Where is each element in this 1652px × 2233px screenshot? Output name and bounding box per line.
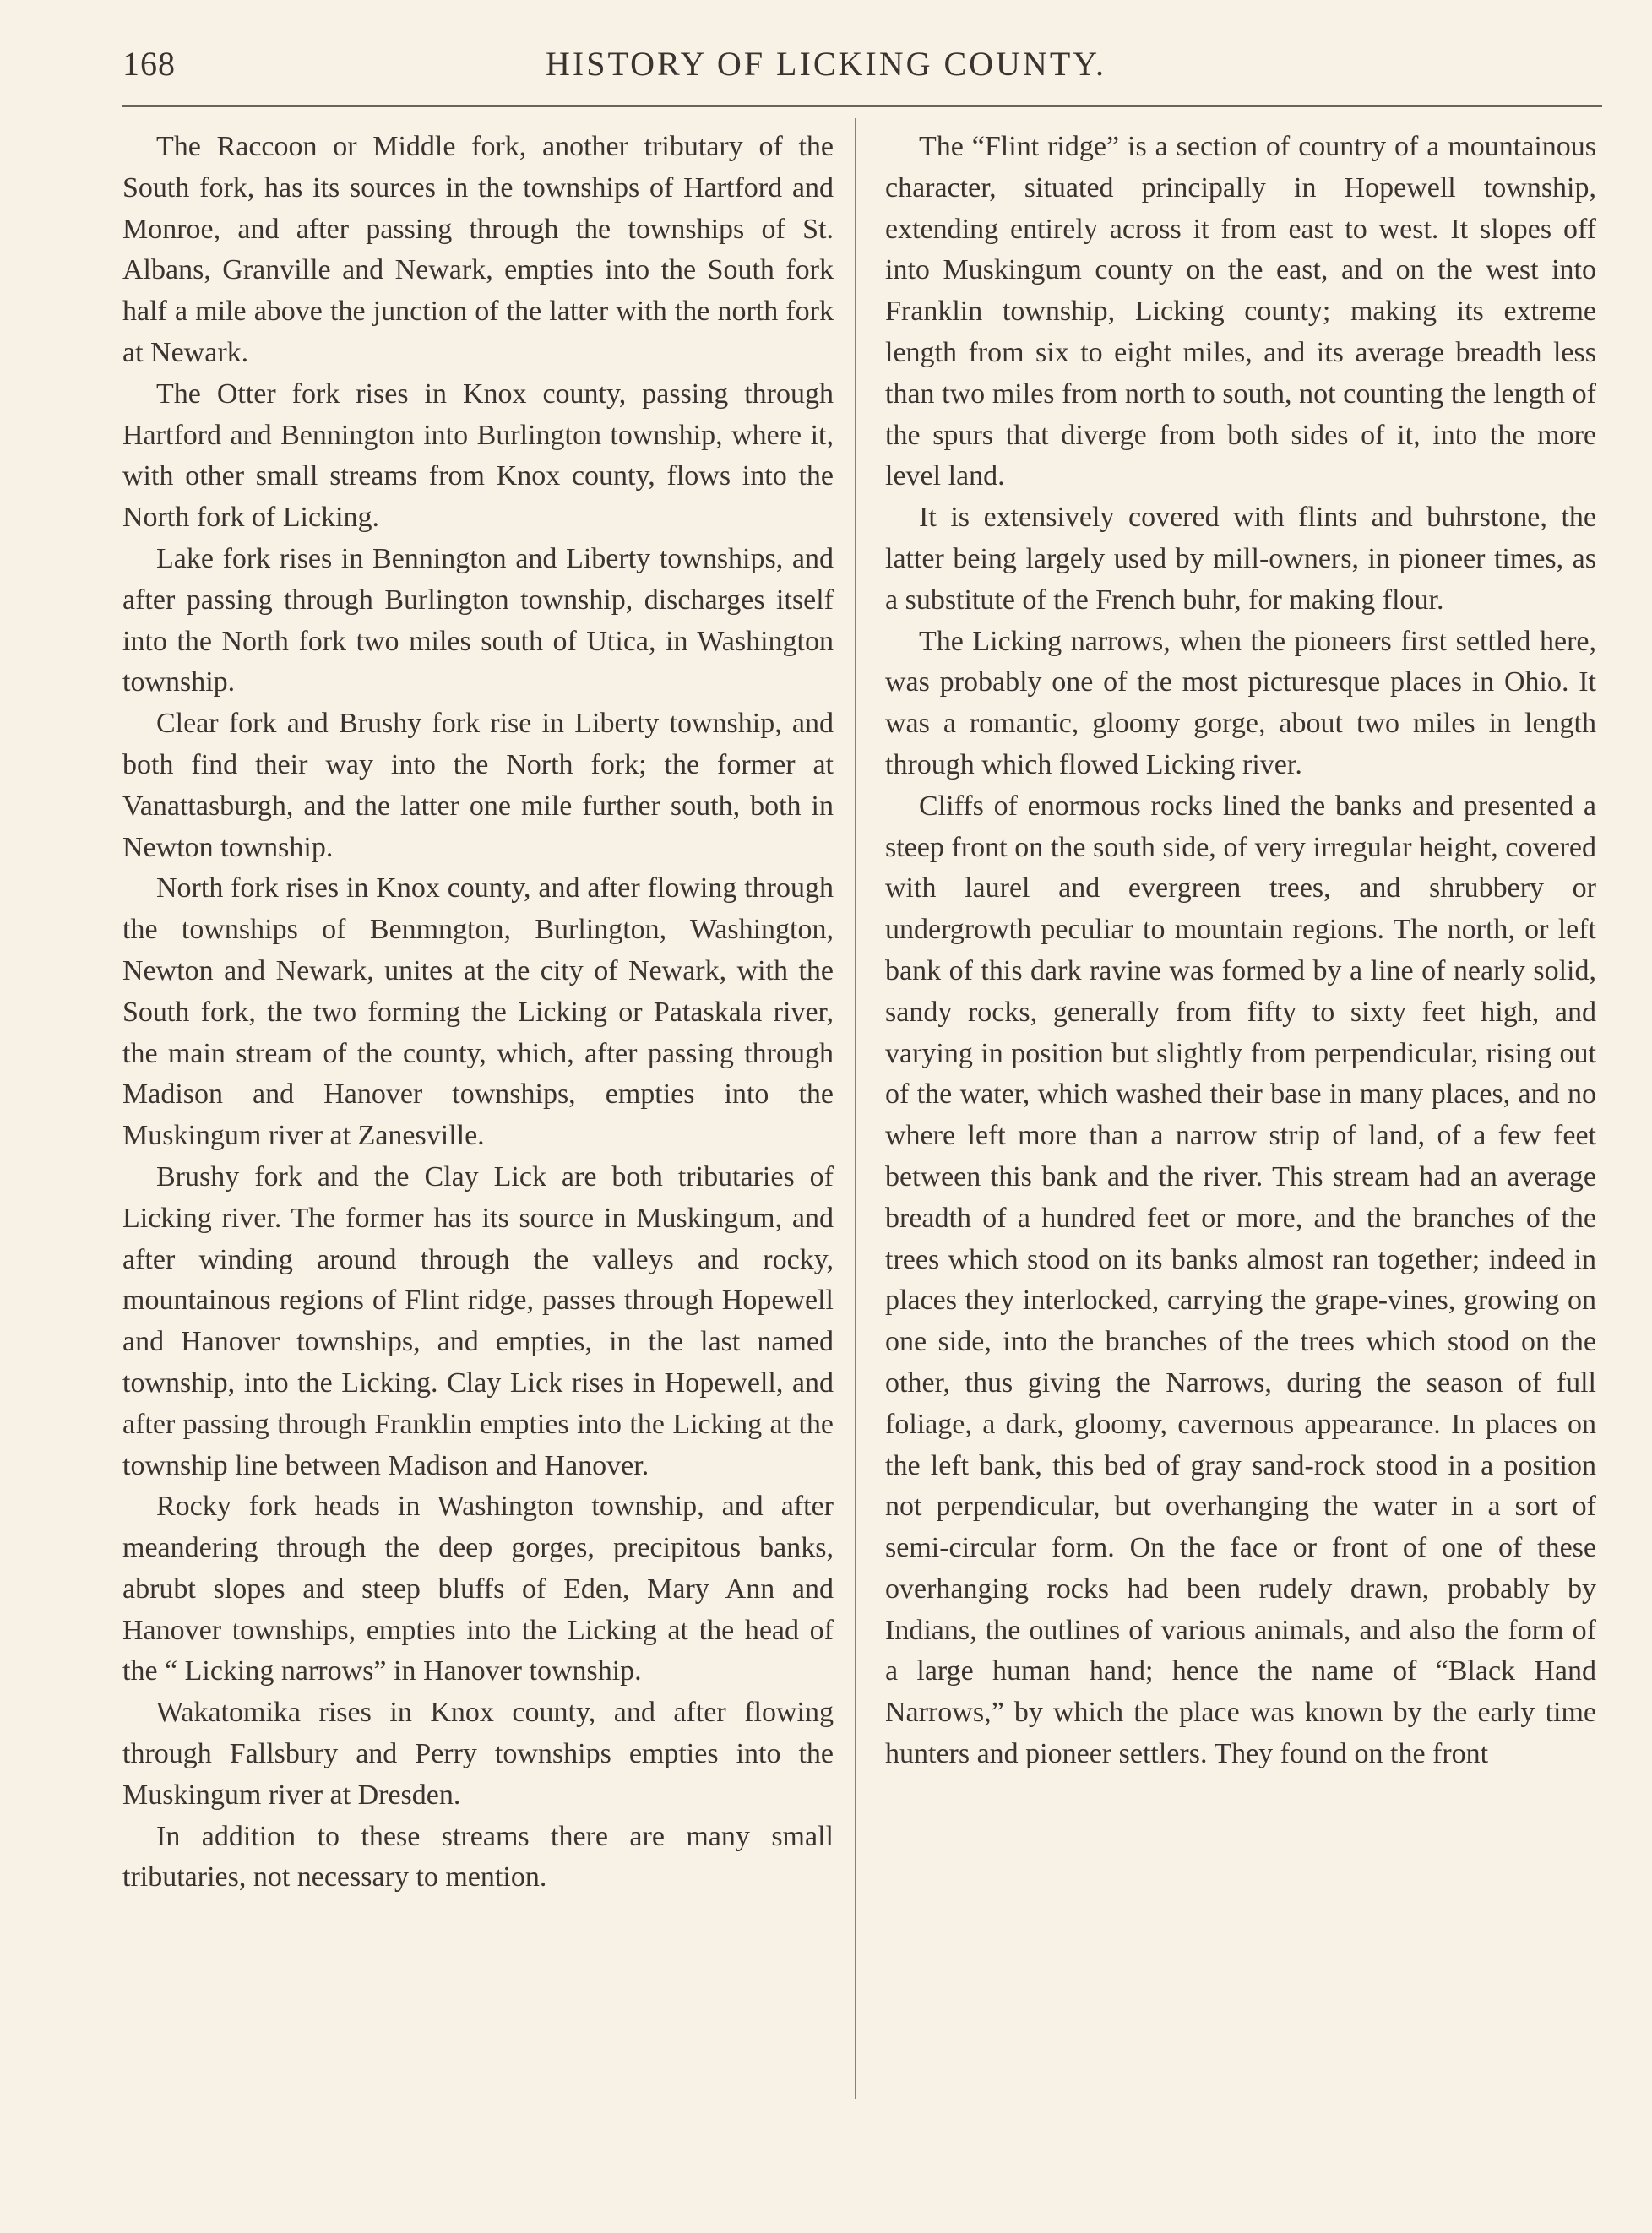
paragraph-north-fork: North fork rises in Knox county, and after flowing through the townships of Benmngton, Burlington, Washington, Newton and Newark, unites at the city of Newark, with the South fork, the two forming the Licking or Pataskala river, the main stream of the county, which, after passing through Madison and Hanover townships, empties into the Muskingum river at Zanesville. xyxy=(122,872,834,1152)
running-title: HISTORY OF LICKING COUNTY. xyxy=(546,45,1106,83)
header-rule xyxy=(122,105,1602,107)
paragraph-clear-fork: Clear fork and Brushy fork rise in Liberty township, and both find their way into the North fork; the former at Vanattasburgh, and the latter one mile further south, both in Newton township. xyxy=(122,708,834,863)
paragraph-rocky-fork: Rocky fork heads in Washington township, and after meandering through the deep gorges, precipitous banks, abrubt slopes and steep bluffs of Eden, Mary Ann and Hanover townships, empties into the Licking at the head of the “ Licking narrows” in Hanover township. xyxy=(122,1491,834,1687)
paragraph-cliffs: Cliffs of enormous rocks lined the banks and presented a steep front on the south side, of very irregular height, covered with laurel and evergreen trees, and shrubbery or undergrowth peculiar to mountain regions. The north, or left bank of this dark ravine was formed by a line of nearly solid, sandy rocks, generally from fifty to sixty feet high, and varying in position but slightly from perpendicular, rising out of the water, which washed their base in many places, and no where left more than a narrow strip of land, of a few feet between this bank and the river. This stream had an average breadth of a hundred feet or more, and the branches of the trees which stood on its banks almost ran together; indeed in places they interlocked, carrying the grape-vines, growing on one side, into the branches of the trees which stood on the other, thus giving the Narrows, during the season of full foliage, a dark, gloomy, cavernous appearance. In places on the left bank, this bed of gray sand-rock stood in a position not perpendicular, but overhanging the water in a sort of semi-circular form. On the face or front of one of these overhanging rocks had been rudely drawn, probably by Indians, the outlines of various animals, and also the form of a large human hand; hence the name of “Black Hand Narrows,” by which the place was known by the early time hunters and pioneer settlers. They found on the front xyxy=(885,790,1596,1770)
paragraph-brushy-fork: Brushy fork and the Clay Lick are both tributaries of Licking river. The former has its source in Muskingum, and after winding around through the valleys and rocky, mountainous regions of Flint ridge, passes through Hopewell and Hanover townships, and empties, in the last named township, into the Licking. Clay Lick rises in Hopewell, and after passing through Franklin empties into the Licking at the township line between Madison and Hanover. xyxy=(122,1160,834,1481)
left-column xyxy=(122,127,834,1899)
paragraph-raccoon-fork: The Raccoon or Middle fork, another tributary of the South fork, has its sources in the townships of Hartford and Monroe, and after passing through the townships of St. Albans, Granville and Newark, empties into the South fork half a mile above the junction of the latter with the north fork at Newark. xyxy=(122,131,834,368)
right-column xyxy=(885,127,1596,1775)
paragraph-wakatomika: Wakatomika rises in Knox county, and after flowing through Fallsbury and Perry townships empties into the Muskingum river at Dresden. xyxy=(122,1697,834,1811)
paragraph-tributaries: In addition to these streams there are many small tributaries, not necessary to mention. xyxy=(122,1820,834,1893)
page-header xyxy=(0,44,1652,95)
paragraph-flints-buhrstone: It is extensively covered with flints and buhrstone, the latter being largely used by mill-owners, in pioneer times, as a substitute of the French buhr, for making flour. xyxy=(885,502,1596,616)
paragraph-otter-fork: The Otter fork rises in Knox county, passing through Hartford and Bennington into Burlington township, where it, with other small streams from Knox county, flows into the North fork of Licking. xyxy=(122,378,834,534)
paragraph-lake-fork: Lake fork rises in Bennington and Liberty townships, and after passing through Burlington township, discharges itself into the North fork two miles south of Utica, in Washington township. xyxy=(122,542,834,698)
paragraph-flint-ridge: The “Flint ridge” is a section of country of a mountainous character, situated principally in Hopewell township, extending entirely across it from east to west. It slopes off into Muskingum county on the east, and on the west into Franklin township, Licking county; making its extreme length from six to eight miles, and its average breadth less than two miles from north to south, not counting the length of the spurs that diverge from both sides of it, into the more level land. xyxy=(885,131,1596,492)
column-divider xyxy=(855,118,856,2099)
paragraph-licking-narrows: The Licking narrows, when the pioneers first settled here, was probably one of the most picturesque places in Ohio. It was a romantic, gloomy gorge, about two miles in length through which flowed Licking river. xyxy=(885,625,1596,780)
page-number: 168 xyxy=(122,45,176,83)
